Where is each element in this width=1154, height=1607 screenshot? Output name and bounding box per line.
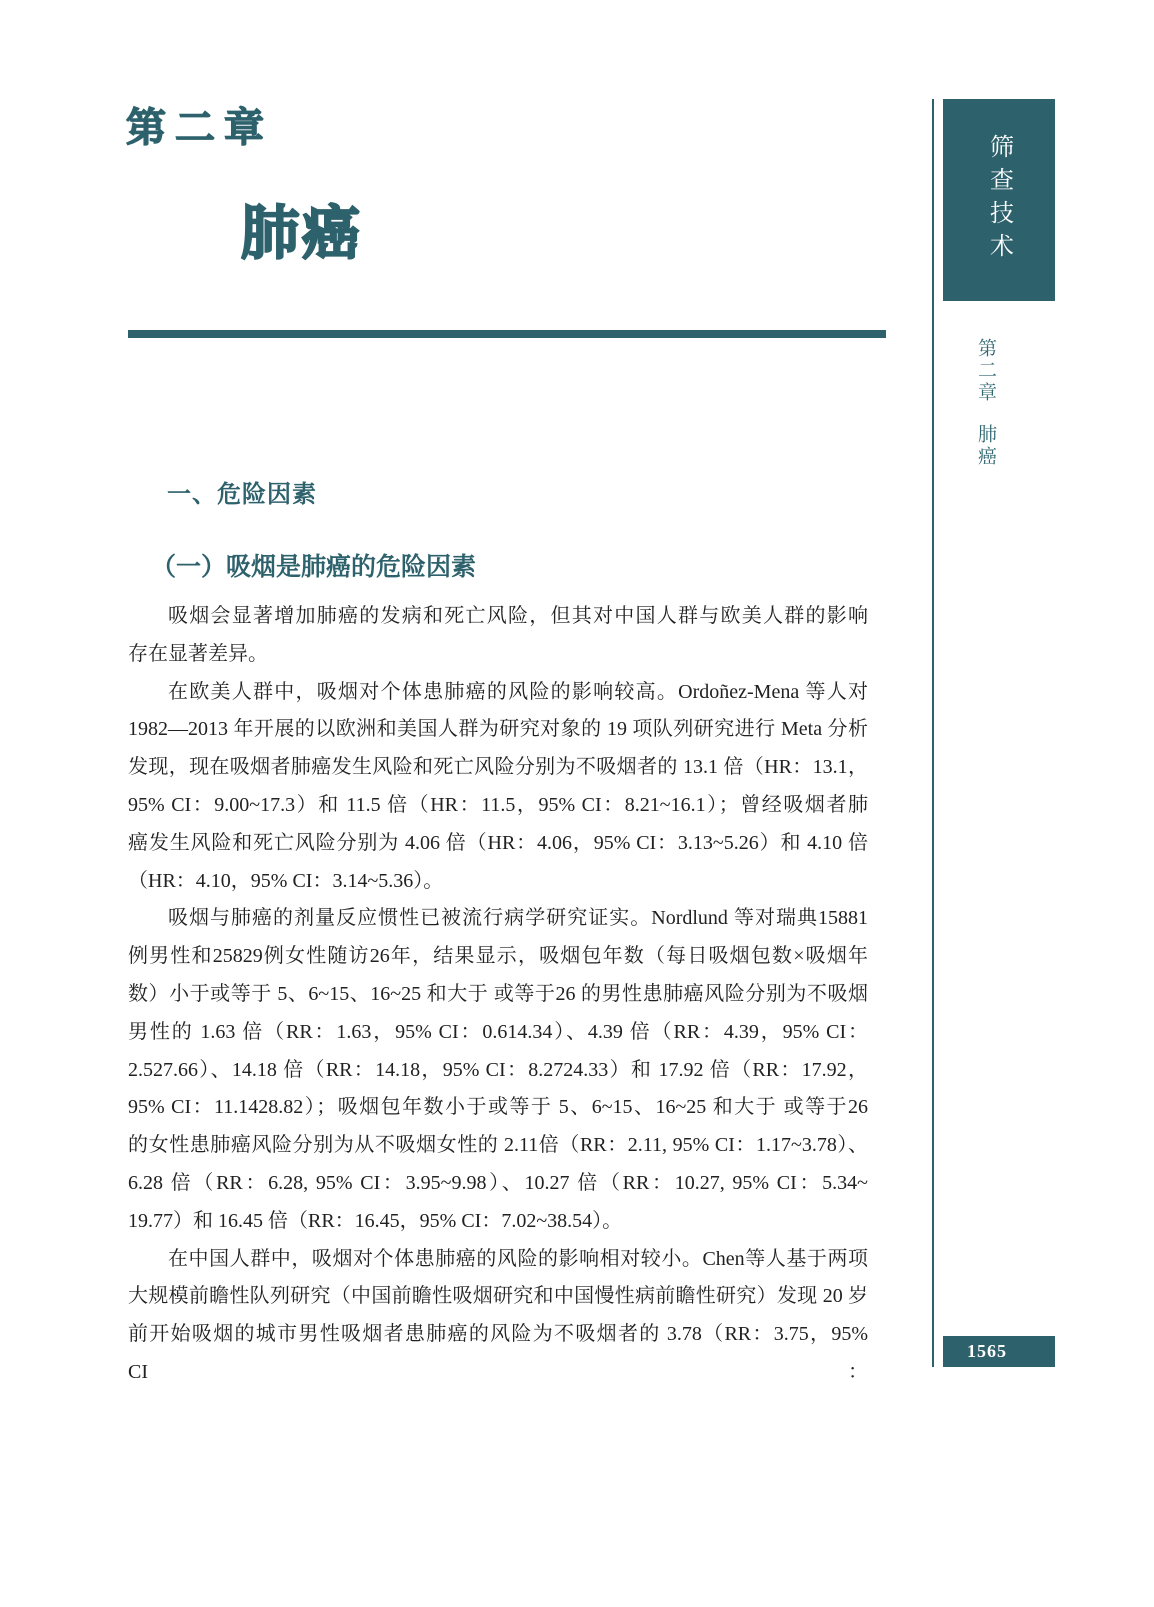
section-heading: 一、危险因素 [167, 482, 317, 508]
body-line: 6.28 倍（RR：6.28, 95% CI：3.95~9.98）、10.27 倍（RR：10.27, 95% CI：5.34~ [128, 1171, 868, 1194]
page-number-box [943, 1336, 1055, 1367]
body-line: 1982—2013 年开展的以欧洲和美国人群为研究对象的 19 项队列研究进行 Meta 分析 [128, 718, 868, 741]
body-line: 例男性和25829例女性随访26年，结果显示，吸烟包年数（每日吸烟包数×吸烟年 [128, 945, 868, 968]
body-line: 数）小于或等于 5、6~15、16~25 和大于 或等于26 的男性患肺癌风险分别为不吸烟 [128, 982, 868, 1005]
body-line: 存在显著差异。 [128, 642, 268, 665]
sidebar-divider-line [932, 99, 934, 1367]
body-line: 2.527.66）、14.18 倍（RR：14.18，95% CI：8.2724.33）和 17.92 倍（RR：17.92， [128, 1058, 868, 1081]
body-line: 前开始吸烟的城市男性吸烟者患肺癌的风险为不吸烟者的 3.78（RR：3.75，95% CI： [128, 1323, 868, 1383]
sidebar-caption-title: 肺癌 [975, 424, 996, 468]
title-rule [128, 330, 886, 338]
body-line: 在欧美人群中，吸烟对个体患肺癌的风险的影响较高。Ordoñez-Mena 等人对 [168, 680, 868, 703]
body-line: 95% CI：9.00~17.3）和 11.5 倍（HR：11.5，95% CI：8.21~16.1）；曾经吸烟者肺 [128, 793, 868, 816]
body-line: 吸烟会显著增加肺癌的发病和死亡风险，但其对中国人群与欧美人群的影响 [168, 605, 868, 627]
body-line: 的女性患肺癌风险分别为从不吸烟女性的 2.11倍（RR：2.11, 95% CI：1.17~3.78）、 [128, 1134, 868, 1157]
body-line: 吸烟与肺癌的剂量反应惯性已被流行病学研究证实。Nordlund 等对瑞典15881 [168, 907, 868, 930]
sidebar-section-tab [943, 99, 1055, 301]
body-line: 发现，现在吸烟者肺癌发生风险和死亡风险分别为不吸烟者的 13.1 倍（HR：13.1， [128, 756, 868, 779]
sidebar-chapter-caption [972, 338, 999, 468]
body-line: 癌发生风险和死亡风险分别为 4.06 倍（HR：4.06，95% CI：3.13~5.26）和 4.10 倍 [128, 831, 868, 854]
body-line: 95% CI：11.1428.82）；吸烟包年数小于或等于 5、6~15、16~25 和大于 或等于26 [128, 1096, 868, 1119]
body-line: 大规模前瞻性队列研究（中国前瞻性吸烟研究和中国慢性病前瞻性研究）发现 20 岁 [128, 1285, 868, 1308]
subsection-heading: （一）吸烟是肺癌的危险因素 [151, 553, 477, 581]
sidebar-caption-chapter: 第二章 [975, 338, 996, 404]
body-line: 男性的 1.63 倍（RR：1.63，95% CI：0.614.34）、4.39 倍（RR：4.39，95% CI： [128, 1020, 868, 1043]
body-text [128, 598, 868, 1383]
body-line: 19.77）和 16.45 倍（RR：16.45，95% CI：7.02~38.54）。 [128, 1209, 623, 1232]
body-line: （HR：4.10，95% CI：3.14~5.36）。 [128, 869, 444, 892]
page-number: 1565 [967, 1341, 1007, 1361]
body-line: 在中国人群中，吸烟对个体患肺癌的风险的影响相对较小。Chen等人基于两项 [168, 1247, 868, 1270]
chapter-title: 肺癌 [241, 201, 364, 266]
chapter-number: 第二章 [126, 106, 273, 150]
sidebar-tab-label: 筛查技术 [985, 134, 1013, 266]
